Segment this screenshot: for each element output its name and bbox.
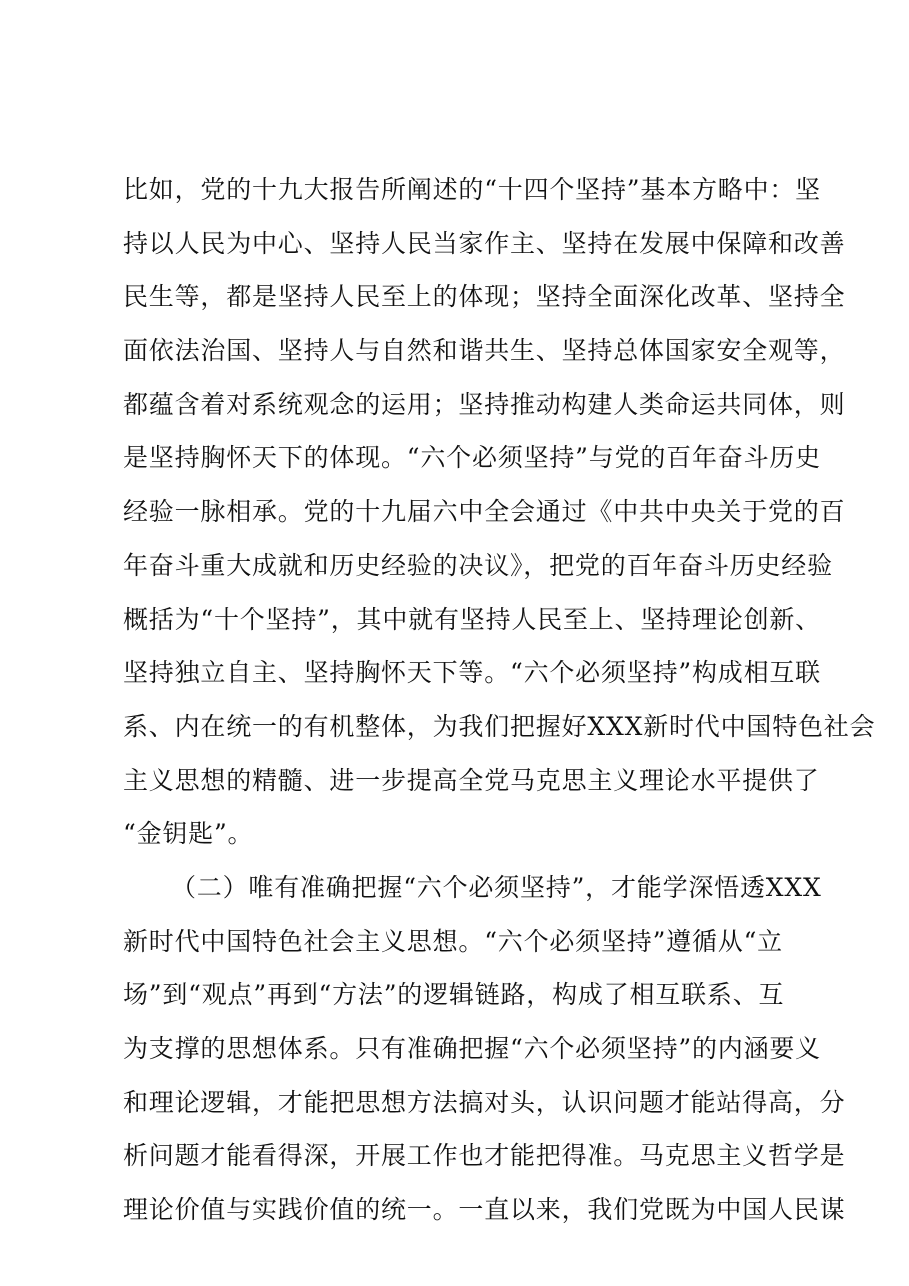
text-line: 新时代中国特色社会主义思想。“六个必须坚持”遵循从“立 bbox=[123, 926, 783, 956]
text-line: 都蕴含着对系统观念的运用；坚持推动构建人类命运共同体，则 bbox=[123, 389, 846, 419]
text-line: 概括为“十个坚持”，其中就有坚持人民至上、坚持理论创新、 bbox=[123, 604, 821, 634]
text-line: 理论价值与实践价值的统一。一直以来，我们党既为中国人民谋 bbox=[123, 1195, 846, 1225]
text-line: 系、内在统一的有机整体，为我们把握好XXX新时代中国特色社会 bbox=[123, 711, 876, 741]
text-line: 是坚持胸怀天下的体现。“六个必须坚持”与党的百年奋斗历史 bbox=[123, 443, 821, 473]
text-line: 和理论逻辑，才能把思想方法搞对头，认识问题才能站得高，分 bbox=[123, 1087, 846, 1117]
text-line: 面依法治国、坚持人与自然和谐共生、坚持总体国家安全观等， bbox=[123, 336, 846, 366]
text-line: 为支撑的思想体系。只有准确把握“六个必须坚持”的内涵要义 bbox=[123, 1034, 821, 1063]
text-line: “金钥匙”。 bbox=[123, 819, 254, 849]
text-line: 持以人民为中心、坚持人民当家作主、坚持在发展中保障和改善 bbox=[123, 228, 846, 258]
section-heading-line: （二）唯有准确把握“六个必须坚持”，才能学深悟透XXX bbox=[171, 872, 822, 902]
document-body bbox=[123, 163, 876, 1237]
text-line: 民生等，都是坚持人民至上的体现；坚持全面深化改革、坚持全 bbox=[123, 282, 846, 312]
text-line: 析问题才能看得深，开展工作也才能把得准。马克思主义哲学是 bbox=[123, 1141, 846, 1171]
text-line: 场”到“观点”再到“方法”的逻辑链路，构成了相互联系、互 bbox=[123, 980, 785, 1010]
text-line: 年奋斗重大成就和历史经验的决议》，把党的百年奋斗历史经验 bbox=[123, 550, 833, 580]
text-line: 坚持独立自主、坚持胸怀天下等。“六个必须坚持”构成相互联 bbox=[123, 658, 821, 688]
text-line: 主义思想的精髓、进一步提高全党马克思主义理论水平提供了 bbox=[123, 765, 820, 795]
text-line: 经验一脉相承。党的十九届六中全会通过《中共中央关于党的百 bbox=[123, 497, 846, 527]
text-line: 比如，党的十九大报告所阐述的“十四个坚持”基本方略中：坚 bbox=[123, 175, 821, 204]
